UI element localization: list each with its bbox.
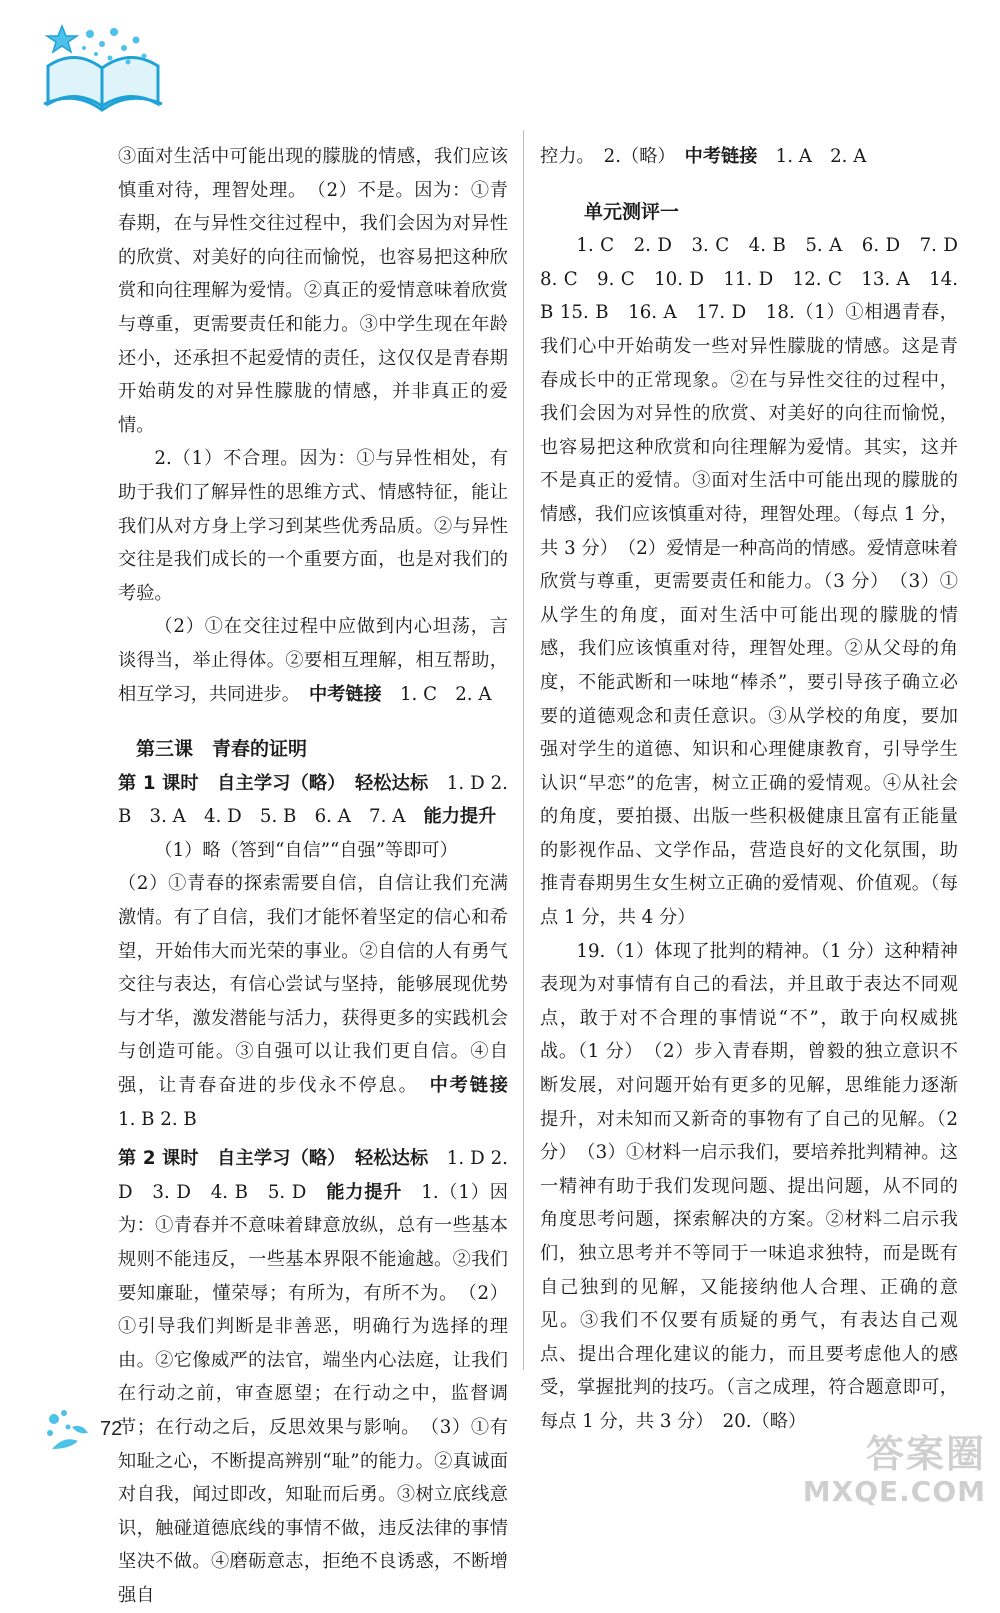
answer-paragraph: 1. C 2. D 3. C 4. B 5. A 6. D 7. D 8. C 9. C 10. D 11. D 12. C 13. A 14. B 15. B 16. A 17. D 18.（1）①相遇青春，我们心中开始萌发一些对异性朦胧的情感。这是青春成长中的正常现象。②在与异性交往的过程中，我们会因为对异性的欣赏、对美好的向往而愉悦，也容易把这种欣赏和向往理解为爱情。其实，这并不是真正的爱情。③面对生活中可能出现的朦胧的情感，我们应该慎重对待，理智处理。（每点 1 分，共 3 分） （2）爱情是一种高尚的情感。爱情意味着欣赏与尊重，更需要责任和能力。（3 分） （3）①从学生的角度，面对生活中可能出现的朦胧的情感，我们应该慎重对待，理智处理。②从父母的角度，不能武断和一味地“棒杀”，要引导孩子确立必要的道德观念和责任意识。③从学校的角度，要加强对学生的道德、知识和心理健康教育，引导学生认识“早恋”的危害，树立正确的爱情观。④从社会的角度，要拍摄、出版一些积极健康且富有正能量的影视作品、文学作品，营造良好的文化氛围，助推青春期男生女生树立正确的爱情观、价值观。（每点 1 分，共 4 分） xyxy=(540,235,958,929)
answer-text: （2）①在交往过程中应做到内心坦荡，言谈得当，举止得体。②要相互理解，相互帮助，相互学习，共同进步。 xyxy=(118,616,508,705)
answer-text: 1.（1）因为：①青春并不意味着肆意放纵，总有一些基本规则不能违反，一些基本界限不能逾越。②我们要知廉耻，懂荣辱；有所为，有所不为。 （2）①引导我们判断是非善恶，明确行为选择的理由。②它像威严的法官，端坐内心法庭，让我们在行动之前，审查愿望；在行动之中，监督调节；在行动之后，反思效果与影响。 （3）①有知耻之心，不断提高辨别“耻”的能力。②真诚面对自我，闻过即改，知耻而后勇。③树立底线意识，触碰道德底线的事情不做，违反法律的事情坚决不做。④磨砺意志，拒绝不良诱惑，不断增强自 xyxy=(118,1181,508,1606)
answer-paragraph: 19.（1）体现了批判的精神。（1 分）这种精神表现为对事情有自己的看法，并且敢于表达不同观点，敢于对不合理的事情说“不”，敢于向权威挑战。（1 分） （2）步入青春期，曾毅的独立意识不断发展，对问题开始有更多的见解，思维能力逐渐提升，对未知而又新奇的事物有了自己的见解。（2 分） （3）①材料一启示我们，要培养批判精神。这一精神有助于我们发现问题、提出问题，从不同的角度思考问题，探索解决的方案。②材料二启示我们，独立思考并不等同于一味追求独特，而是既有自己独到的见解，又能接纳他人合理、正确的意见。③我们不仅要有质疑的勇气，有表达自己观点、提出合理化建议的能力，而且要考虑他人的感受，掌握批判的技巧。（言之成理，符合题意即可，每点 1 分，共 3 分） 20.（略） xyxy=(540,940,958,1432)
flower-decoration-icon xyxy=(42,1405,102,1455)
answer-text: 1. B 2. B xyxy=(118,1108,197,1130)
exam-link-heading: 中考链接 xyxy=(684,146,758,167)
watermark-logo xyxy=(802,1415,986,1510)
answer-text: （2）①青春的探索需要自信，自信让我们充满激情。有了自信，我们才能怀着坚定的信心和希望，开始伟大而光荣的事业。②自信的人有勇气交往与表达，有信心尝试与坚持，能够展现优势与才华，激发潜能与活力，获得更多的实践机会与创造可能。③自强可以让我们更自信。④自强，让青春奋进的步伐永不停息。 xyxy=(118,873,508,1097)
subsection-heading: 轻松达标 xyxy=(354,772,429,794)
subsection-heading: 第 1 课时 自主学习（略） xyxy=(118,772,337,794)
answer-text: 1. A 2. A xyxy=(775,146,867,167)
answer-paragraph: 2.（1）不合理。因为：①与异性相处，有助于我们了解异性的思维方式、情感特征，能让我们从对方身上学习到某些优秀品质。②与异性交往是我们成长的一个重要方面，也是对我们的考验。 xyxy=(118,448,508,604)
subsection-heading: 轻松达标 xyxy=(354,1148,429,1170)
subsection-heading: 能力提升 xyxy=(326,1181,403,1203)
unit-test-title: 单元测评一 xyxy=(584,200,680,223)
right-column xyxy=(540,140,958,1439)
answer-paragraph xyxy=(118,867,508,1136)
book-stars-logo xyxy=(40,18,170,113)
left-column xyxy=(118,140,508,1613)
answer-text: 1. C 2. A xyxy=(399,683,492,705)
answer-text: 控力。 2.（略） xyxy=(540,146,685,167)
answer-paragraph: ③面对生活中可能出现的朦胧的情感，我们应该慎重对待，理智处理。 （2）不是。因为：①青春期，在与异性交往过程中，我们会因为对异性的欣赏、对美好的向往而愉悦，也容易把这种欣赏和向往理解为爱情。②真正的爱情意味着欣赏与尊重，更需要责任和能力。③中学生现在年龄还小，还承担不起爱情的责任，这仅仅是青春期开始萌发的对异性朦胧的情感，并非真正的爱情。 xyxy=(118,146,508,436)
answer-paragraph xyxy=(118,610,508,711)
subsection-heading: 第 2 课时 自主学习（略） xyxy=(118,1148,337,1170)
watermark-url: MXQE.COM xyxy=(802,1475,986,1508)
answer-paragraph: （1）略（答到“自信”“自强”等即可） xyxy=(154,839,458,861)
lesson-title: 第三课 青春的证明 xyxy=(136,738,308,761)
subsection-heading: 能力提升 xyxy=(423,806,497,828)
column-divider xyxy=(523,130,524,1370)
page-number: 72 xyxy=(100,1418,123,1440)
answer-paragraph xyxy=(118,1142,508,1612)
answer-paragraph xyxy=(540,140,958,174)
exam-link-heading: 中考链接 xyxy=(308,683,382,705)
exam-link-heading: 中考链接 xyxy=(429,1075,508,1097)
answer-paragraph xyxy=(118,767,508,834)
answer-text: 1. D 2. D 3. D 4. B 5. D xyxy=(118,1148,508,1203)
watermark-text: 答案圈 xyxy=(865,1432,986,1476)
answer-text: 1. D 2. B 3. A 4. D 5. B 6. A 7. A xyxy=(118,772,508,828)
